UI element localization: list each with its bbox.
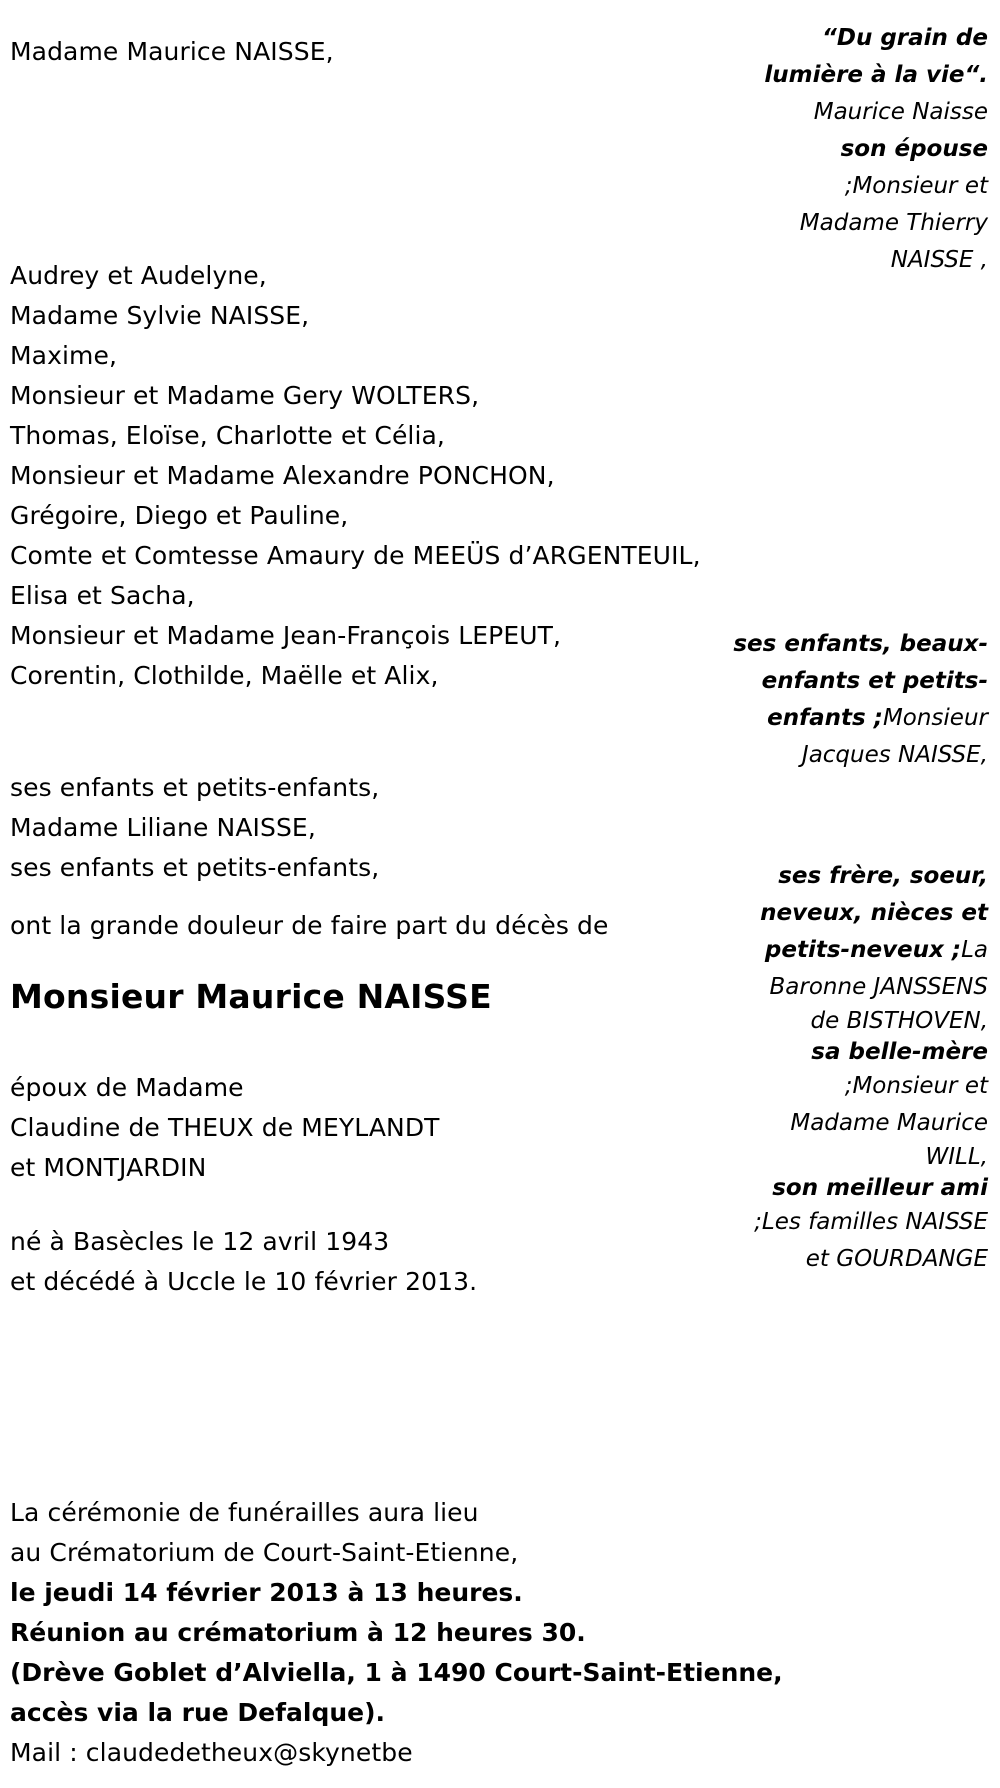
deceased-name-block: [10, 975, 492, 1019]
sibling-line: ses enfants et petits-enfants,: [10, 773, 380, 802]
ceremony-block: [10, 1493, 783, 1773]
relation-label-siblings-1: ses frère, soeur,: [778, 863, 988, 889]
relation-name-baronne-1: La: [961, 937, 988, 963]
sibling-line: Madame Liliane NAISSE,: [10, 813, 316, 842]
relation-name-jacques-1: Monsieur: [882, 705, 988, 731]
spouse-name-line-1: Claudine de THEUX de MEYLANDT: [10, 1113, 440, 1142]
relation-label-belle-mere: sa belle-mère: [811, 1039, 988, 1065]
spouse-block: [10, 1068, 440, 1188]
ceremony-address-1: (Drève Goblet d’Alviella, 1 à 1490 Court-Saint-Etienne,: [10, 1658, 783, 1687]
quote-attribution: Maurice Naisse: [813, 99, 988, 125]
family-line: Corentin, Clothilde, Maëlle et Alix,: [10, 661, 439, 690]
relation-name-jacques-2: Jacques NAISSE,: [801, 742, 988, 768]
family-line: Monsieur et Madame Jean-François LEPEUT,: [10, 621, 562, 650]
widow-line-block: [10, 32, 334, 72]
family-line: Maxime,: [10, 341, 118, 370]
relation-name-familles-2: et GOURDANGE: [805, 1246, 988, 1272]
relation-name-baronne-3: de BISTHOVEN,: [810, 1008, 988, 1034]
relation-name-thierry-1: ;Monsieur et: [844, 173, 988, 199]
spouse-intro: époux de Madame: [10, 1073, 244, 1102]
ceremony-gathering: Réunion au crématorium à 12 heures 30.: [10, 1618, 586, 1647]
siblings-list: [10, 768, 379, 888]
widow-line: Madame Maurice NAISSE,: [10, 37, 334, 66]
family-line: Monsieur et Madame Gery WOLTERS,: [10, 381, 480, 410]
relation-name-will-3: WILL,: [925, 1144, 988, 1170]
family-list: [10, 256, 701, 696]
relation-label-children-3-bold: enfants ;: [767, 705, 883, 731]
life-dates-block: [10, 1222, 477, 1302]
ceremony-address-2: accès via la rue Defalque).: [10, 1698, 386, 1727]
quote-line-2: lumière à la vie“.: [764, 62, 988, 88]
relation-name-familles-1: ;Les familles NAISSE: [754, 1209, 988, 1235]
relations-children-block: [668, 626, 988, 774]
relation-name-thierry-3: NAISSE ,: [890, 247, 988, 273]
family-line: Elisa et Sacha,: [10, 581, 195, 610]
quote-line-1: “Du grain de: [822, 25, 988, 51]
relation-label-spouse: son épouse: [840, 136, 988, 162]
contact-mail: Mail : claudedetheux@skynetbe: [10, 1738, 413, 1767]
quote-block: [668, 20, 988, 279]
relation-label-children-1: ses enfants, beaux-: [733, 631, 988, 657]
family-line: Audrey et Audelyne,: [10, 261, 267, 290]
family-line: Thomas, Eloïse, Charlotte et Célia,: [10, 421, 445, 450]
ceremony-line-2: au Crématorium de Court-Saint-Etienne,: [10, 1538, 519, 1567]
relation-name-thierry-2: Madame Thierry: [799, 210, 988, 236]
family-line: Comte et Comtesse Amaury de MEEÜS d’ARGENTEUIL,: [10, 541, 701, 570]
relation-name-will-2: Madame Maurice: [790, 1110, 988, 1136]
announcement-text: ont la grande douleur de faire part du décès de: [10, 911, 609, 940]
relation-label-children-2: enfants et petits-: [761, 668, 988, 694]
ceremony-datetime: le jeudi 14 février 2013 à 13 heures.: [10, 1578, 523, 1607]
relation-label-children-3: [668, 700, 988, 737]
deceased-name: Monsieur Maurice NAISSE: [10, 977, 492, 1016]
family-line: Monsieur et Madame Alexandre PONCHON,: [10, 461, 555, 490]
relation-name-will-1: ;Monsieur et: [844, 1073, 988, 1099]
death-line: et décédé à Uccle le 10 février 2013.: [10, 1267, 478, 1296]
ceremony-line-1: La cérémonie de funérailles aura lieu: [10, 1498, 479, 1527]
relation-label-meilleur-ami: son meilleur ami: [772, 1175, 988, 1201]
birth-line: né à Basècles le 12 avril 1943: [10, 1227, 390, 1256]
relation-name-baronne-2: Baronne JANSSENS: [769, 974, 988, 1000]
relation-label-siblings-3-bold: petits-neveux ;: [764, 937, 962, 963]
sibling-line: ses enfants et petits-enfants,: [10, 853, 380, 882]
family-line: Grégoire, Diego et Pauline,: [10, 501, 349, 530]
family-line: Madame Sylvie NAISSE,: [10, 301, 310, 330]
announcement-block: [10, 906, 609, 946]
relations-siblings-block: [668, 858, 988, 1278]
spouse-name-line-2: et MONTJARDIN: [10, 1153, 207, 1182]
relation-label-siblings-3: [668, 932, 988, 969]
relation-label-siblings-2: neveux, nièces et: [760, 900, 988, 926]
